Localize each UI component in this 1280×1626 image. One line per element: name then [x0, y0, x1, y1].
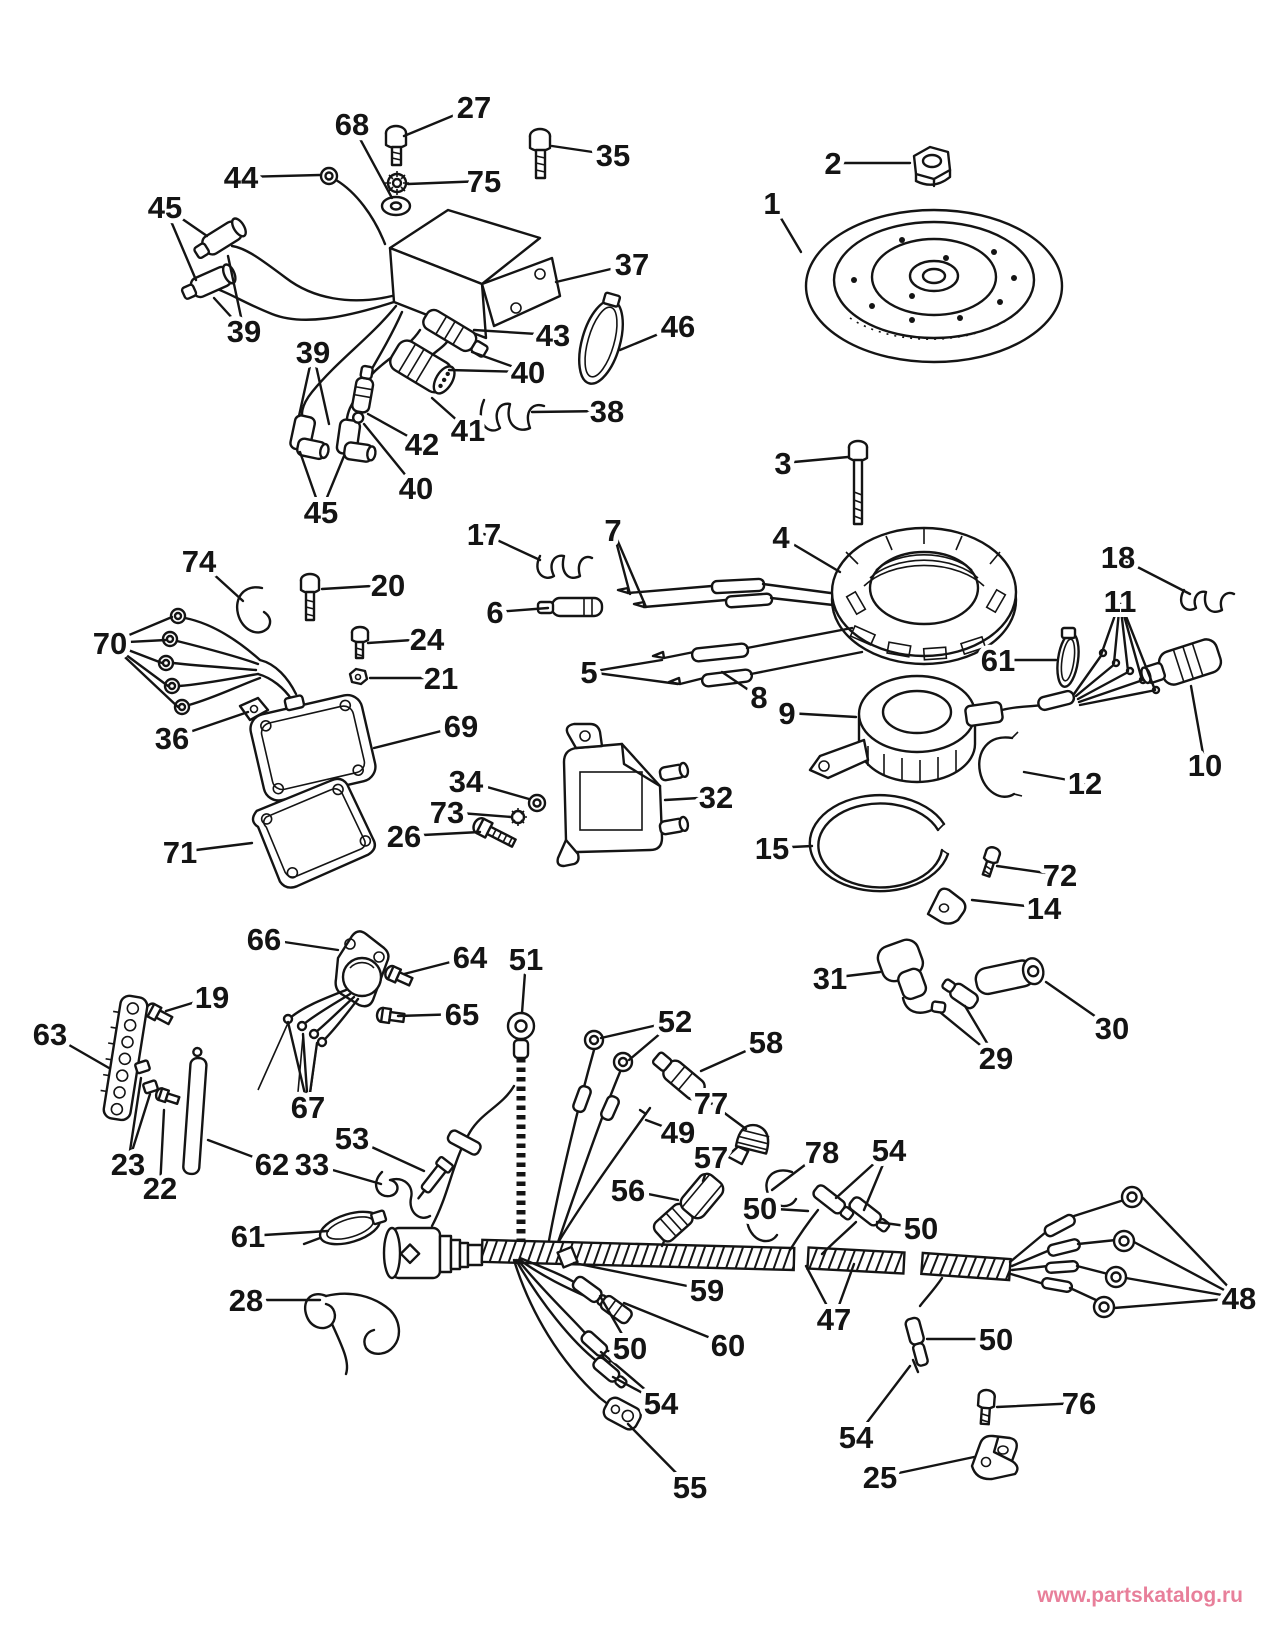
callout-40: 40 [398, 471, 434, 506]
callout-6: 6 [486, 595, 504, 630]
part-14-bracket [928, 889, 965, 924]
callout-72: 72 [1042, 858, 1078, 893]
callout-50: 50 [742, 1191, 778, 1226]
part-62-sleeve [183, 1048, 208, 1175]
callout-65: 65 [444, 997, 480, 1032]
callout-leader-3 [783, 457, 848, 463]
callout-43: 43 [535, 318, 571, 353]
part-70-spark-plug-leads [159, 609, 296, 714]
part-15-retaining-ring [810, 795, 948, 891]
callout-18: 18 [1100, 540, 1136, 575]
part-9-timer-base [810, 676, 1056, 782]
callout-leader-48 [1114, 1298, 1239, 1308]
callout-21: 21 [423, 661, 459, 696]
part-24-bolt [352, 627, 368, 658]
part-1-flywheel [806, 210, 1062, 362]
callout-46: 46 [660, 309, 696, 344]
callout-44: 44 [223, 160, 259, 195]
callout-55: 55 [672, 1470, 708, 1505]
callout-69: 69 [443, 709, 479, 744]
callout-27: 27 [456, 90, 492, 125]
callout-26: 26 [386, 819, 422, 854]
callout-41: 41 [450, 413, 486, 448]
part-2-flywheel-nut [914, 147, 950, 186]
part-32-ignition-coil [558, 724, 689, 866]
part-35-bolt [530, 129, 550, 178]
part-45-spark-plug-boot-upper-1 [191, 216, 248, 262]
part-31-spark-plug-boot [874, 936, 945, 1013]
part-56-57-connector-assembly [651, 1170, 727, 1246]
part-38-clamp [481, 400, 544, 430]
callout-42: 42 [404, 427, 440, 462]
part-61-cable-tie-left [304, 1206, 386, 1251]
callout-73: 73 [429, 795, 465, 830]
part-27-bolt [386, 126, 406, 165]
callout-14: 14 [1026, 891, 1062, 926]
callout-71: 71 [162, 835, 198, 870]
part-30-terminal-elbow [940, 956, 1046, 1010]
part-52-ring-terminal-leads [548, 1031, 632, 1248]
watermark: www.partskatalog.ru [1037, 1584, 1243, 1607]
part-48-ring-terminal-leads [1010, 1187, 1142, 1317]
part-55-terminal-plate [601, 1395, 644, 1432]
callout-59: 59 [689, 1273, 725, 1308]
callout-22: 22 [142, 1171, 178, 1206]
callout-70: 70 [92, 626, 128, 661]
callout-leader-5 [589, 672, 678, 684]
callout-8: 8 [750, 680, 768, 715]
callout-23: 23 [110, 1147, 146, 1182]
part-main-connector-plug [384, 1228, 482, 1278]
callout-4: 4 [772, 520, 790, 555]
callout-50: 50 [903, 1211, 939, 1246]
callout-38: 38 [589, 394, 625, 429]
callout-35: 35 [595, 138, 631, 173]
callout-58: 58 [748, 1025, 784, 1060]
callout-67: 67 [290, 1090, 326, 1125]
part-39-spark-plug-boot-lower-2 [335, 419, 379, 463]
part-72-screw [979, 846, 1001, 878]
part-7-stator-leads [618, 579, 842, 608]
part-77-cap [726, 1120, 772, 1169]
callout-20: 20 [370, 568, 406, 603]
callout-28: 28 [228, 1283, 264, 1318]
callout-33: 33 [294, 1147, 330, 1182]
callout-64: 64 [452, 940, 488, 975]
part-40-connector-large [387, 337, 460, 399]
part-17-retainer-clip [537, 556, 592, 578]
callout-2: 2 [824, 146, 842, 181]
part-76-screw [977, 1389, 995, 1424]
callout-54: 54 [871, 1133, 907, 1168]
callout-31: 31 [812, 961, 848, 996]
callout-76: 76 [1061, 1386, 1097, 1421]
part-3-flywheel-stud [849, 441, 867, 524]
part-68-washer [382, 197, 410, 215]
part-63-terminal-strip [97, 994, 149, 1122]
callout-51: 51 [508, 942, 544, 977]
callout-15: 15 [754, 831, 790, 866]
part-51-ring-terminal-lead [432, 1013, 534, 1246]
part-69-voltage-regulator [245, 682, 378, 803]
callout-48: 48 [1221, 1281, 1257, 1316]
callout-61: 61 [980, 643, 1016, 678]
callout-62: 62 [254, 1147, 290, 1182]
callout-9: 9 [778, 696, 796, 731]
callout-32: 32 [698, 780, 734, 815]
callout-49: 49 [660, 1115, 696, 1150]
callout-7: 7 [604, 513, 622, 548]
part-45-spark-plug-boot-upper-2 [180, 263, 238, 304]
callout-10: 10 [1187, 748, 1223, 783]
harness-branch-wires [514, 1258, 619, 1413]
part-5-stator-leads [653, 628, 862, 687]
part-53-pin [412, 1156, 454, 1203]
part-46-cable-tie [571, 292, 631, 388]
callout-54: 54 [838, 1420, 874, 1455]
callout-60: 60 [710, 1328, 746, 1363]
callout-30: 30 [1094, 1011, 1130, 1046]
part-37-power-pack [390, 210, 560, 338]
part-54-bullet-connector-upper-1 [790, 1183, 856, 1250]
callout-75: 75 [466, 164, 502, 199]
callout-50: 50 [978, 1322, 1014, 1357]
callout-12: 12 [1067, 766, 1103, 801]
part-10-connector [1137, 637, 1224, 694]
callout-25: 25 [862, 1460, 898, 1495]
callout-57: 57 [693, 1140, 729, 1175]
callout-78: 78 [804, 1135, 840, 1170]
part-20-bolt [301, 574, 319, 620]
callout-68: 68 [334, 107, 370, 142]
callout-19: 19 [194, 980, 230, 1015]
callout-11: 11 [1103, 584, 1137, 619]
part-21-nut [350, 669, 367, 684]
part-25-bracket [972, 1436, 1017, 1479]
part-12-clip [979, 732, 1022, 797]
callout-leader-9 [787, 713, 856, 717]
callout-5: 5 [580, 655, 598, 690]
part-60-connector [599, 1294, 634, 1325]
callout-leader-4 [781, 537, 840, 572]
part-28-clamp [305, 1294, 399, 1374]
part-34-washer [529, 795, 545, 811]
callout-66: 66 [246, 922, 282, 957]
callout-77: 77 [693, 1086, 729, 1121]
callout-74: 74 [181, 544, 217, 579]
part-61-cable-tie-right [1054, 628, 1081, 688]
callout-45: 45 [147, 190, 183, 225]
callout-52: 52 [657, 1004, 693, 1039]
callout-29: 29 [978, 1041, 1014, 1076]
part-44-ground-lead [321, 168, 385, 244]
callout-17: 17 [466, 517, 502, 552]
callout-40: 40 [510, 355, 546, 390]
callout-54: 54 [643, 1386, 679, 1421]
callout-53: 53 [334, 1121, 370, 1156]
callout-37: 37 [614, 247, 650, 282]
part-74-clip [237, 587, 270, 632]
callout-61: 61 [230, 1219, 266, 1254]
callout-36: 36 [154, 721, 190, 756]
callout-leader-5 [589, 660, 662, 672]
callout-1: 1 [763, 186, 781, 221]
callout-56: 56 [610, 1173, 646, 1208]
callout-39: 39 [226, 314, 262, 349]
callout-50: 50 [612, 1331, 648, 1366]
callout-47: 47 [816, 1302, 852, 1337]
callout-45: 45 [303, 495, 339, 530]
part-50-bullet-connector-d [905, 1278, 942, 1372]
part-64-screw [383, 964, 413, 988]
callout-34: 34 [448, 764, 484, 799]
callout-24: 24 [409, 622, 445, 657]
callout-39: 39 [295, 335, 331, 370]
part-67-wire-set [258, 1023, 317, 1096]
callout-63: 63 [32, 1017, 68, 1052]
callout-3: 3 [774, 446, 792, 481]
